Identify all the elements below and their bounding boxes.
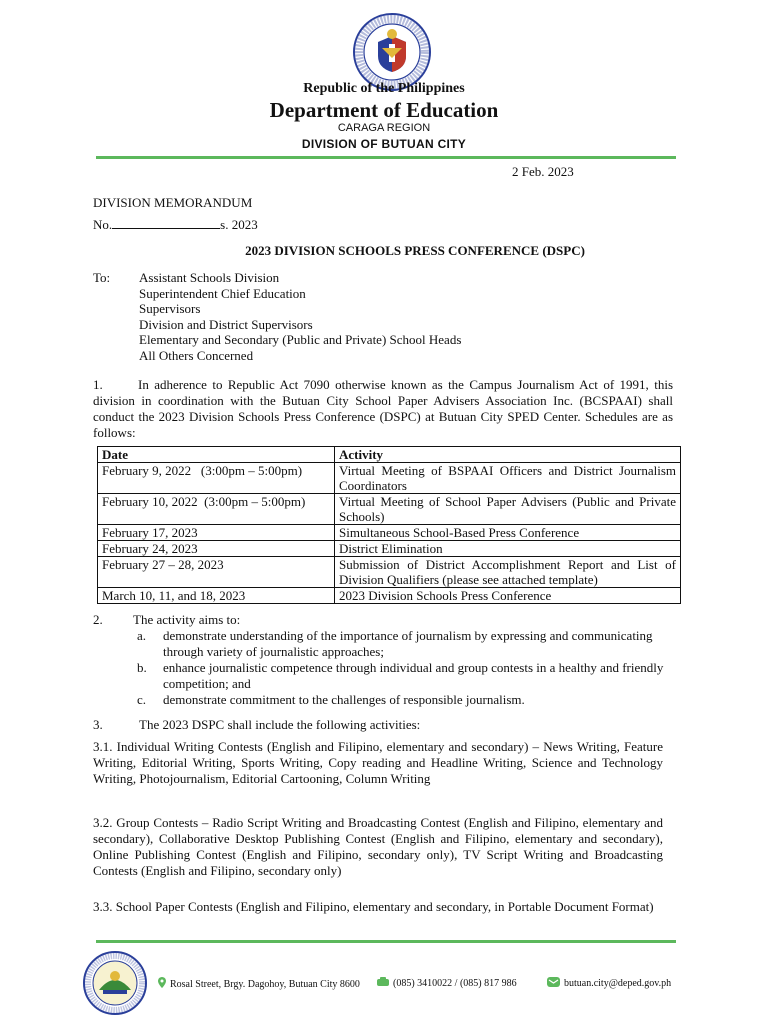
schedule-activity: 2023 Division Schools Press Conference bbox=[335, 588, 681, 604]
paragraph-3-intro: The 2023 DSPC shall include the following activities: bbox=[139, 717, 421, 732]
header-region: CARAGA REGION bbox=[337, 122, 431, 134]
paragraph-3-number: 3. bbox=[93, 717, 103, 732]
header-republic: Republic of the Philippines bbox=[303, 81, 465, 96]
memo-no-blank bbox=[112, 216, 220, 229]
list-item bbox=[137, 628, 667, 660]
schedule-date: February 27 – 28, 2023 bbox=[98, 557, 335, 588]
footer-email-text: butuan.city@deped.gov.ph bbox=[564, 978, 672, 989]
table-row bbox=[98, 463, 681, 494]
activity-3-1: 3.1. Individual Writing Contests (English and Filipino, elementary and secondary) – News Writing, Feature Writing, Editorial Writing, Sports Writing, Copy reading and Headline Writing, Science and Technology Writing, Photojournalism, Editorial Cartooning, Column Writing bbox=[93, 739, 663, 786]
footer-phone-text: (085) 3410022 / (085) 817 986 bbox=[393, 977, 517, 989]
to-label: To: bbox=[93, 270, 111, 285]
footer-divider bbox=[96, 940, 676, 943]
location-pin-icon bbox=[158, 977, 166, 991]
schedule-activity: Virtual Meeting of BSPAAI Officers and District Journalism Coordinators bbox=[335, 463, 681, 494]
footer-address bbox=[158, 977, 360, 991]
table-row bbox=[98, 494, 681, 525]
footer-address-text: Rosal Street, Brgy. Dagohoy, Butuan City 8600 bbox=[170, 978, 360, 990]
aim-text: demonstrate commitment to the challenges of responsible journalism. bbox=[163, 692, 525, 707]
list-item bbox=[137, 660, 667, 692]
aim-text: demonstrate understanding of the importance of journalism by expressing and communicating through variety of journalistic approaches; bbox=[163, 628, 653, 659]
table-header-activity: Activity bbox=[335, 447, 681, 463]
schedule-activity: District Elimination bbox=[335, 541, 681, 557]
schedule-table bbox=[97, 446, 681, 604]
aim-text: enhance journalistic competence through individual and group contests in a healthy and friendly competition; and bbox=[163, 660, 664, 691]
paragraph-2 bbox=[93, 612, 240, 628]
table-row bbox=[98, 557, 681, 588]
email-icon bbox=[547, 977, 560, 990]
division-seal-logo bbox=[81, 950, 149, 1016]
footer-phone bbox=[377, 977, 517, 989]
recipient-list bbox=[139, 270, 461, 363]
header-divider bbox=[96, 156, 676, 159]
memo-number bbox=[93, 216, 258, 233]
recipient: Superintendent Chief Education bbox=[139, 285, 306, 301]
list-item bbox=[137, 692, 667, 708]
activity-3-3: 3.3. School Paper Contests (English and Filipino, elementary and secondary, in Portable Document Format) bbox=[93, 899, 654, 914]
memo-date: 2 Feb. 2023 bbox=[512, 164, 574, 179]
recipient: Assistant Schools Division bbox=[139, 270, 280, 285]
paragraph-2-number: 2. bbox=[93, 612, 103, 627]
memo-no-suffix: s. 2023 bbox=[220, 217, 258, 232]
paragraph-1-text: In adherence to Republic Act 7090 otherwise known as the Campus Journalism Act of 1991, this division in coordination with the Butuan City School Paper Advisers Association Inc. (BCSPAAI) shall conduct the 2023 Division Schools Press Conference (DSPC) at Butuan City SPED Center. Schedules are as follows: bbox=[93, 377, 673, 440]
recipient: Supervisors bbox=[139, 301, 201, 316]
recipient: Elementary and Secondary (Public and Private) School Heads bbox=[139, 332, 462, 347]
deped-seal-logo bbox=[352, 12, 432, 92]
schedule-activity: Virtual Meeting of School Paper Advisers (Public and Private Schools) bbox=[335, 494, 681, 525]
footer-email bbox=[547, 977, 671, 990]
table-row bbox=[98, 525, 681, 541]
memo-no-prefix: No. bbox=[93, 217, 113, 232]
aims-list bbox=[137, 628, 667, 708]
phone-icon bbox=[377, 977, 389, 989]
activity-3-2: 3.2. Group Contests – Radio Script Writing and Broadcasting Contest (English and Filipino, elementary and secondary), Collaborative Desktop Publishing Contest (English and Filipino, elementary and secondary), Online Publishing Contest (English and Filipino, secondary only), TV Script Writing and Broadcasting Contests (English and Filipino, secondary only) bbox=[93, 815, 663, 878]
memo-type: DIVISION MEMORANDUM bbox=[93, 195, 253, 210]
schedule-date: February 17, 2023 bbox=[98, 525, 335, 541]
schedule-date: March 10, 11, and 18, 2023 bbox=[98, 588, 335, 604]
memo-subject: 2023 DIVISION SCHOOLS PRESS CONFERENCE (DSPC) bbox=[245, 243, 585, 258]
table-header-date: Date bbox=[98, 447, 335, 463]
schedule-activity: Simultaneous School-Based Press Conference bbox=[335, 525, 681, 541]
schedule-activity: Submission of District Accomplishment Report and List of Division Qualifiers (please see attached template) bbox=[335, 557, 681, 588]
schedule-date: February 24, 2023 bbox=[98, 541, 335, 557]
table-row bbox=[98, 541, 681, 557]
paragraph-1-number: 1. bbox=[93, 377, 103, 392]
recipient: All Others Concerned bbox=[139, 347, 254, 363]
paragraph-3 bbox=[93, 717, 420, 733]
table-header-row bbox=[98, 447, 681, 463]
recipient: Division and District Supervisors bbox=[139, 316, 313, 332]
schedule-date: February 10, 2022 (3:00pm – 5:00pm) bbox=[98, 494, 335, 525]
aim-letter: c. bbox=[137, 692, 147, 707]
aim-letter: a. bbox=[137, 628, 147, 643]
paragraph-1 bbox=[93, 377, 673, 441]
aim-letter: b. bbox=[137, 660, 147, 675]
schedule-date: February 9, 2022 (3:00pm – 5:00pm) bbox=[98, 463, 335, 494]
header-department: Department of Education bbox=[269, 98, 499, 122]
header-division: DIVISION OF BUTUAN CITY bbox=[301, 137, 467, 151]
table-row bbox=[98, 588, 681, 604]
paragraph-2-intro: The activity aims to: bbox=[133, 612, 241, 627]
